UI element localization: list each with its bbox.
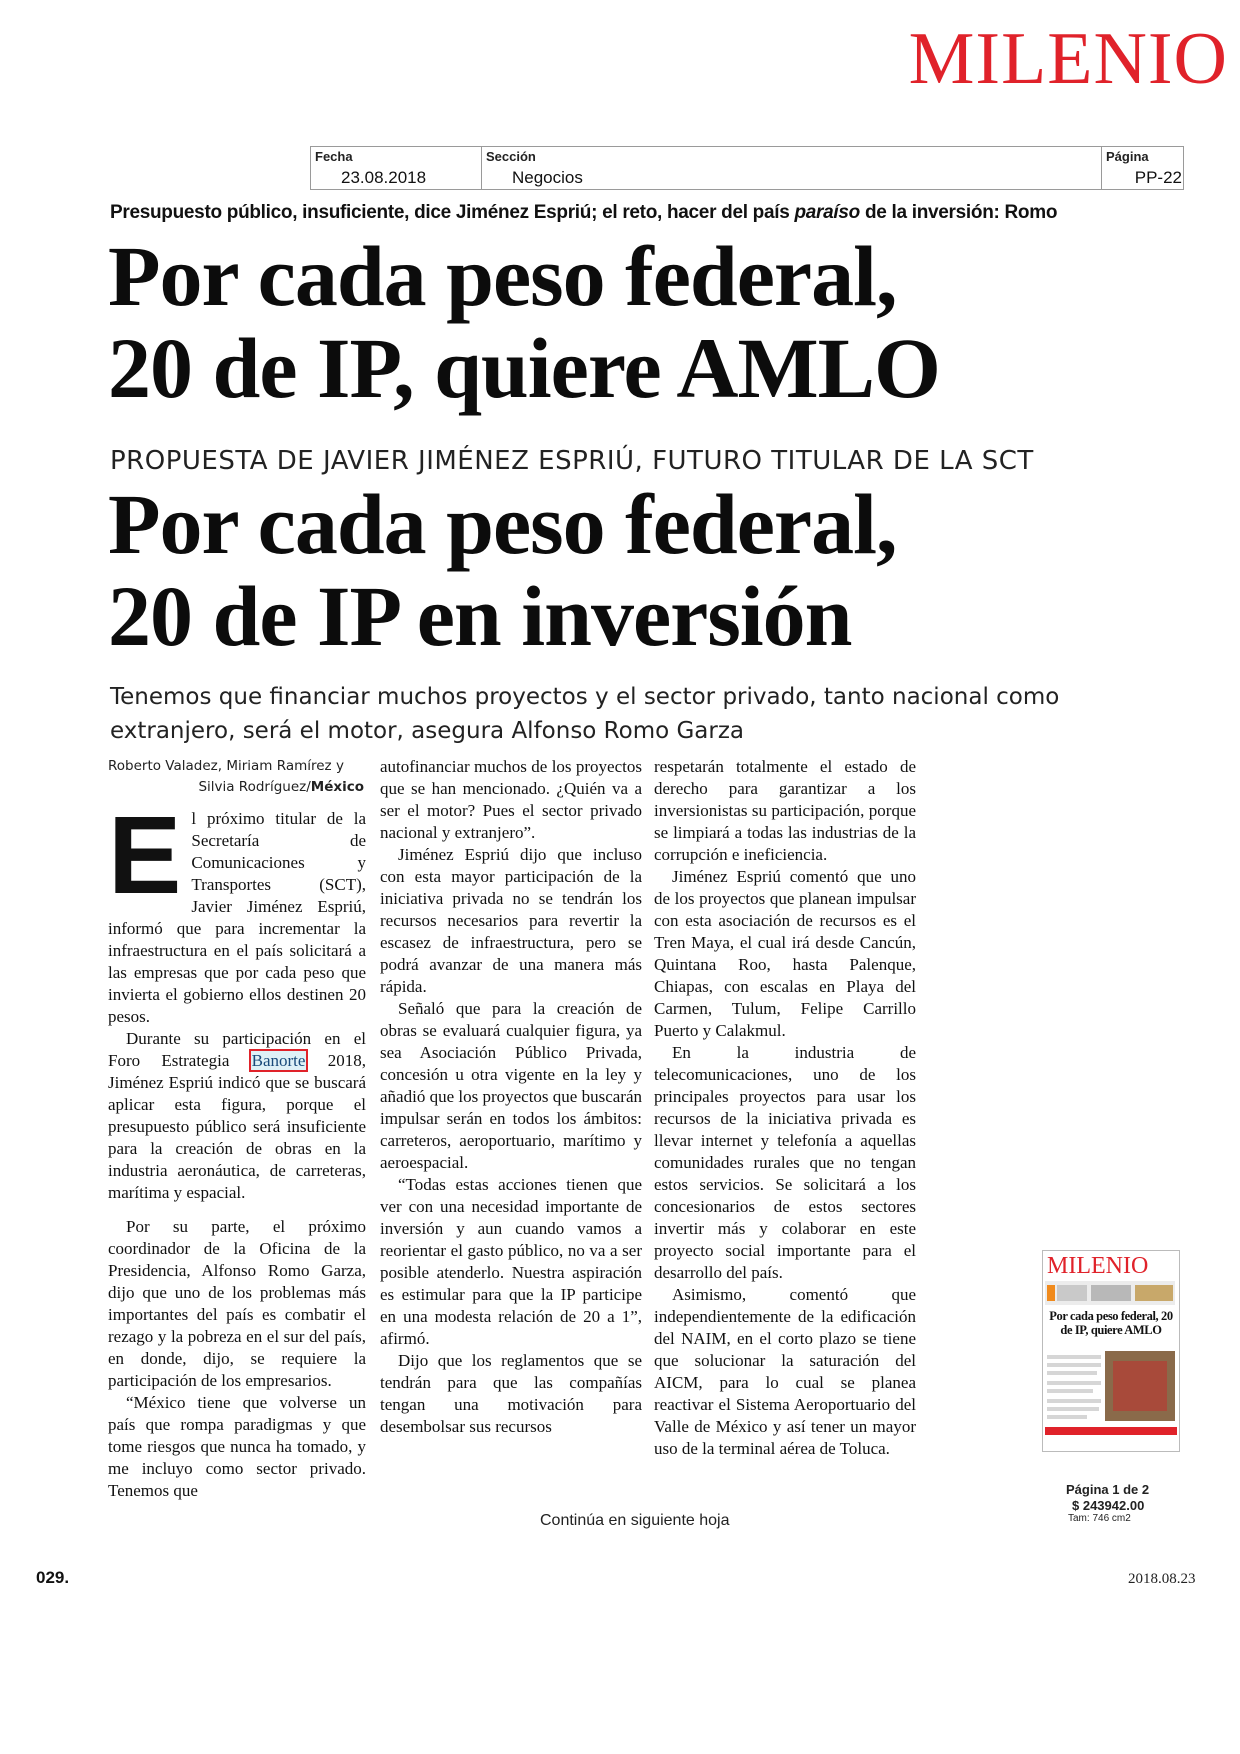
clipping-metadata-table [310,146,1184,190]
kicker-italic: paraíso [794,202,860,223]
clip-date: 2018.08.23 [1128,1571,1196,1587]
article-paragraph: Señaló que para la creación de obras se evaluará cualquier figura, ya sea Asociación Público Privada, concesión u otra vigente en la ley y añadió que los proyectos que buscarán impulsar serán en todos los ámbitos: carreteros, aeroportuario, marítimo y aeroespacial. [380,999,642,1172]
byline [108,756,364,798]
thumbnail-headline: Por cada peso federal, 20 de IP, quiere AMLO [1045,1309,1177,1349]
article-paragraph: En la industria de telecomunicaciones, uno de los principales proyectos para usar los recursos de la iniciativa privada es llevar internet y telefonía a aquellas comunidades rurales que no tengan estos servicios. Se solicitará a los concesionarios de estos sectores invertir más y colaborar en este proyecto social importante para el desarrollo del país. [654,1043,916,1282]
byline-authors-last: Silvia Rodríguez/ [198,779,311,795]
article-paragraph: respetarán totalmente el estado de derecho para garantizar a los inversionistas su participación, porque se limpiará a todas las industrias de la corrupción e ineficiencia. [654,757,916,864]
article-paragraph: Por su parte, el próximo coordinador de la Oficina de la Presidencia, Alfonso Romo Garza, dijo que uno de los problemas más importantes del país es combatir el rezago y la pobreza en el sur del país, en donde, dijo, se requiere la participación de los empresarios. [108,1217,366,1390]
seccion-cell [481,147,1102,189]
article-text: Durante su participación en el Foro Estrategia [108,1029,366,1070]
main-headline-line1: Por cada peso federal, [108,228,897,324]
article-column-3 [654,756,916,1460]
size-value: Tam: 746 cm2 [1068,1513,1131,1524]
article-text: 2018, Jiménez Espriú indicó que se buscará aplicar esta figura, porque el presupuesto público será insuficiente para la creación de obras en la industria aeronáutica, de carreteras, marítima y espacial. [108,1051,366,1202]
kicker-after: de la inversión: Romo [859,202,1058,223]
continue-note: Continúa en siguiente hoja [540,1512,730,1529]
thumbnail-logo: MILENIO [1047,1253,1149,1279]
thumbnail-top-bar [1045,1281,1175,1305]
clip-number: 029. [36,1568,70,1587]
subhead-proposal: PROPUESTA DE JAVIER JIMÉNEZ ESPRIÚ, FUTURO TITULAR DE LA SCT [110,446,1034,476]
thumbnail-footer-band [1045,1427,1177,1435]
seccion-label: Sección [486,149,536,164]
article-column-2 [380,756,642,1438]
kicker-line [110,200,1070,226]
banorte-highlight-link[interactable]: Banorte [251,1051,306,1070]
dek-summary: Tenemos que financiar muchos proyectos y el sector privado, tanto nacional como extranjero, será el motor, asegura Alfonso Romo Garza [110,684,1060,744]
article-paragraph: Jiménez Espriú dijo que incluso con esta mayor participación de la iniciativa privada no se tendrán los recursos necesarios para revertir la escasez de infraestructura, pero se podrá avanzar de una manera más rápida. [380,845,642,996]
seccion-value: Negocios [512,168,583,187]
fecha-cell [311,147,481,189]
pagina-value: PP-22 [1134,168,1182,187]
article-paragraph: Jiménez Espriú comentó que uno de los proyectos que planean impulsar con esta asociación de recursos es el Tren Maya, el cual irá desde Cancún, Quintana Roo, hasta Palenque, Chiapas, con escalas en Playa del Carmen, Tulum, Felipe Carrillo Puerto y Calakmul. [654,867,916,1040]
thumbnail-photo-detail [1113,1361,1167,1411]
article-paragraph: l próximo titular de la Secretaría de Comunicaciones y Transportes (SCT), Javier Jiménez Espriú, informó que para incrementar la infraestructura en el país solicitará a las empresas que por cada peso que invierta el gobierno ellos destinen 20 pesos. [108,809,366,1026]
page-counter: Página 1 de 2 [1066,1482,1150,1497]
front-page-thumbnail [1042,1250,1180,1452]
price-value: $ 243942.00 [1072,1498,1145,1513]
secondary-headline-line1: Por cada peso federal, [108,476,897,572]
article-paragraph: autofinanciar muchos de los proyectos que se han mencionado. ¿Quién va a ser el motor? Pues el sector privado nacional y extranjero”. [380,757,642,842]
fecha-value: 23.08.2018 [341,168,427,187]
article-paragraph: Asimismo, comentó que independientemente de la edificación del NAIM, en el corto plazo se tiene que solucionar la saturación del AICM, para lo cual se planea reactivar el Sistema Aeroportuario del Valle de México y así tener un mayor uso de la terminal aérea de Toluca. [654,1285,916,1458]
pagina-cell [1101,147,1184,189]
article-paragraph: “Todas estas acciones tienen que ver con una necesidad importante de inversión y aun cuando vamos a reorientar el gasto público, no va a ser posible atenderlo. Nuestra aspiración es estimular para que la IP participe en una modesta relación de 20 a 1”, afirmó. [380,1175,642,1348]
article-column-1 [108,794,366,1502]
fecha-label: Fecha [315,149,353,164]
byline-location: México [310,779,364,795]
main-headline [108,230,1068,414]
drop-cap: E [108,794,182,917]
pagina-label: Página [1106,149,1149,164]
article-paragraph: Dijo que los reglamentos que se tendrán para que las compañías tengan una motivación para desembolsar sus recursos [380,1351,642,1436]
milenio-logo: MILENIO [908,18,1228,100]
byline-authors-line1: Roberto Valadez, Miriam Ramírez y [108,758,344,774]
article-paragraph: “México tiene que volverse un país que rompa paradigmas y que tome riesgos que nunca ha tomado, y me incluyo como sector privado. Tenemos que [108,1393,366,1500]
article-paragraph-banorte [108,1028,366,1204]
secondary-headline-line2: 20 de IP en inversión [108,568,852,664]
kicker-before: Presupuesto público, insuficiente, dice Jiménez Espriú; el reto, hacer del país [110,202,795,223]
secondary-headline [108,478,1068,662]
main-headline-line2: 20 de IP, quiere AMLO [108,320,940,416]
